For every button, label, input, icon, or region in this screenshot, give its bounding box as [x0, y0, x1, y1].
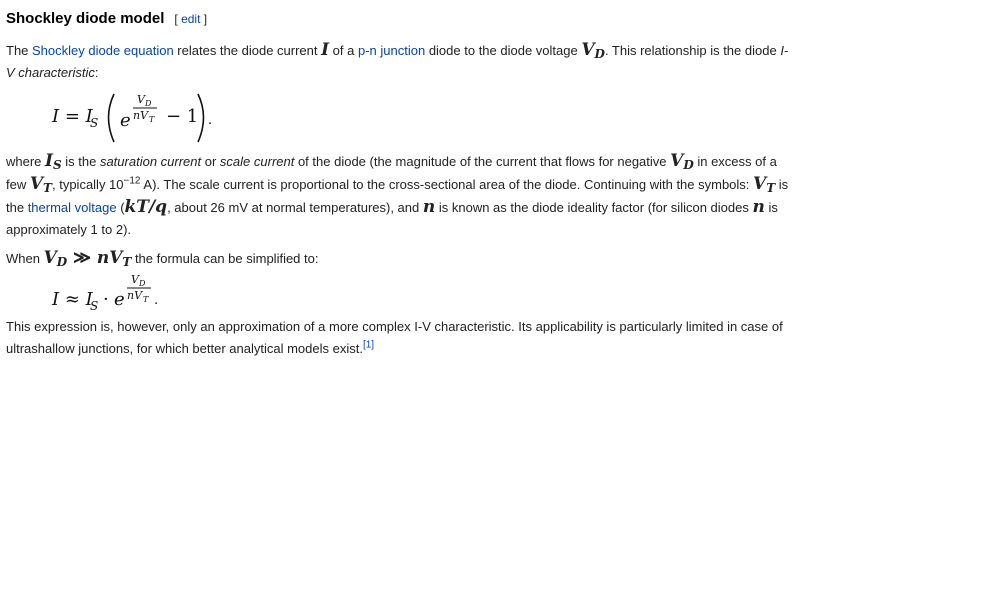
eq1-minus-one: − 1 [166, 106, 199, 127]
paragraph-condition: When $V_D$ ≫ $nV_T$ the formula can be simplified to: [6, 248, 319, 269]
exponent: −12 [123, 175, 141, 187]
article-content [6, 0, 796, 360]
var-saturation-current: $I_S$ [45, 151, 62, 172]
shockley-equation-link[interactable]: Shockley diode equation [32, 43, 174, 58]
eq1-exp-den: nV [133, 109, 149, 122]
iv-characteristic-term: I-V characteristic [6, 43, 789, 80]
var-diode-voltage-2: $V_D$ [670, 151, 694, 172]
edit-link[interactable]: edit [181, 12, 201, 26]
eq1-exp-base: e [120, 110, 131, 131]
eq1-right-paren [198, 94, 204, 142]
eq1-exp-den-sub: T [149, 115, 155, 124]
paragraph-saturation: where $I_S$ is the saturation current or scale current of the diode (the magnitude of the current that flows for negative $V_D$ in excess of a few $V_T$, typically $10^{-12}$ A). The scale current is proportional to the cross-sectional area of the diode. Continuing with the symbols: $V_T$ is the thermal voltage (kT/q, about 26 mV at normal temperatures), and n is known as the diode ideality factor (for silicon diodes n is approximately 1 to 2). [6, 151, 789, 237]
var-ideality-2: n [752, 197, 765, 217]
var-current: I [321, 40, 330, 60]
reference-link[interactable]: [1] [362, 339, 375, 351]
kt-over-q: kT/q [124, 197, 168, 217]
var-thermal-voltage-2: $V_T$ [753, 174, 776, 195]
eq1-lhs-sub: S [90, 116, 99, 130]
eq2-lhs: I ≈ I [52, 289, 93, 310]
eq1-lhs: I = I [52, 106, 93, 127]
edit-section: [ edit ] [174, 12, 208, 26]
eq1-exp-num: V [137, 93, 145, 106]
eq2-lhs-sub: S [90, 299, 99, 313]
eq1-left-paren [109, 94, 115, 142]
var-thermal-voltage: $V_T$ [29, 174, 52, 195]
eq2-exp-num: V [131, 273, 139, 286]
paragraph-approximation: This expression is, however, only an approximation of a more complex I-V characteristic. Its applicability is particularly limited in case of ultrashallow junctions, for which better analytical models exist.[1] [6, 319, 783, 356]
eq2-exp-base: e [114, 289, 125, 310]
shockley-equation-graphic [48, 84, 268, 150]
section-heading [6, 8, 796, 30]
var-diode-voltage: $V_D$ [581, 40, 605, 61]
pn-junction-link[interactable]: p-n junction [357, 43, 426, 58]
eq1-exp-num-sub: D [145, 99, 152, 108]
eq1-tail: . [208, 113, 213, 128]
section-title: Shockley diode model [6, 10, 165, 27]
eq2-exp-den: nV [127, 289, 143, 302]
shockley-equation [48, 84, 796, 150]
simplified-equation [48, 270, 796, 316]
eq2-exp-den-sub: T [143, 295, 149, 304]
condition-expression: $V_D$ ≫ $nV_T$ [43, 248, 132, 269]
var-ideality: n [422, 197, 436, 217]
thermal-voltage-link[interactable]: thermal voltage [27, 200, 117, 215]
eq2-exp-num-sub: D [139, 279, 146, 288]
eq2-tail: . [154, 293, 159, 308]
eq2-dot: · [103, 289, 109, 310]
simplified-equation-graphic [48, 270, 248, 316]
paragraph-intro: The Shockley diode equation relates the diode current I of a p-n junction diode to the diode voltage $V_D$. This relationship is the diode I-V characteristic: [6, 40, 789, 80]
